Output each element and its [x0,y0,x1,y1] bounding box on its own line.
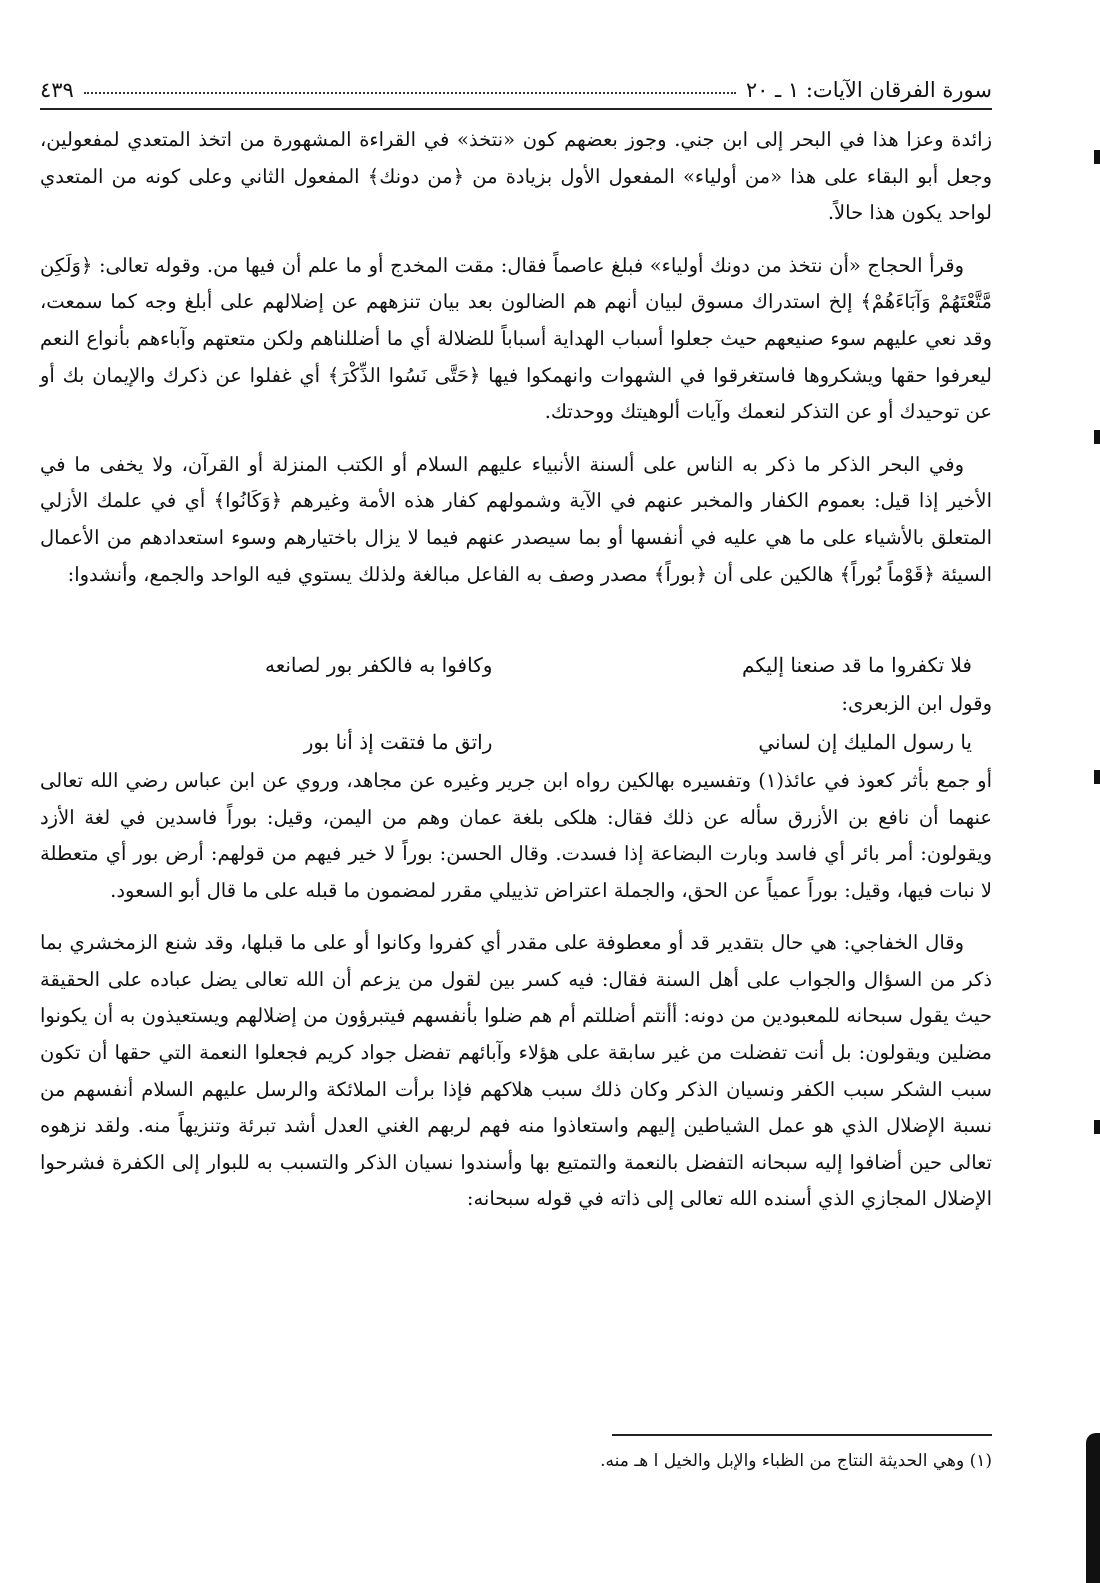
surah-title: سورة الفرقان الآيات: ١ ـ ٢٠ [745,78,992,102]
running-header [40,62,992,110]
page-body [40,122,992,1234]
verse-1-second-hemistich: وكافوا به فالكفر بور لصانعه [264,653,493,678]
poem-verse-2 [40,724,992,761]
header-leader-dots [84,92,736,94]
scan-margin-mark [1094,150,1100,164]
verse-2-first-hemistich: يا رسول المليك إن لساني [758,730,972,755]
verse-1-first-hemistich: فلا تكفروا ما قد صنعنا إليكم [742,653,972,678]
scan-margin-mark [1094,1120,1100,1134]
paragraph-1: زائدة وعزا هذا في البحر إلى ابن جني. وجوز بعضهم كون «نتخذ» في القراءة المشهورة من اتخذ المتعدي لمفعولين، وجعل أبو البقاء على هذا «من أولياء» المفعول الأول بزيادة من ﴿من دونك﴾ المفعول الثاني وعلى كونه من المتعدي لواحد يكون هذا حالاً. [40,128,992,225]
scan-margin-mark [1094,770,1100,784]
paragraph-4: أو جمع بأثر كعوذ في عائذ(١) وتفسيره بهالكين رواه ابن جرير وغيره عن مجاهد، وروي عن ابن عباس رضي الله تعالى عنهما أن نافع بن الأزرق سأله عن ذلك فقال: هلكى بلغة عمان وهم من اليمن، وقيل: بوراً فاسدين في لغة الأزد ويقولون: أمر بائر أي فاسد وبارت البضاعة إذا فسدت. وقال الحسن: بوراً لا خير فيهم من قولهم: أرض بور أي متعطلة لا نبات فيها، وقيل: بوراً عمياً عن الحق، والجملة اعتراض تذييلي مقرر لمضمون ما قبله على ما قال أبو السعود. [40,768,992,902]
verse-2-second-hemistich: راتق ما فتقت إذ أنا بور [303,730,493,755]
footnote-divider [612,1434,992,1436]
verse-2-intro: وقول ابن الزبعرى: [841,691,992,715]
paragraph-2: وقرأ الحجاج «أن نتخذ من دونك أولياء» فبلغ عاصماً فقال: مقت المخدج أو ما علم أن فيها من. وقوله تعالى: ﴿وَلَكِن مَّتَّعْتَهُمْ وَآبَاءَهُمْ﴾ إلخ استدراك مسوق لبيان أنهم هم الضالون بعد بيان تنزههم عن إضلالهم على أبلغ وجه كما سمعت، وقد نعي عليهم سوء صنيعهم حيث جعلوا أسباب الهداية أسباباً للضلالة أي ما أضللناهم ولكن متعتهم وآباءهم بأنواع النعم ليعرفوا حقها ويشكروها فاستغرقوا في الشهوات وانهمكوا فيها ﴿حَتَّى نَسُوا الذِّكْرَ﴾ أي غفلوا عن ذكرك والإيمان بك أو عن توحيدك أو عن التذكر لنعمك وآيات ألوهيتك ووحدتك. [40,253,992,424]
paragraph-5: وقال الخفاجي: هي حال بتقدير قد أو معطوفة على مقدر أي كفروا وكانوا أو على ما قبلها، وقد شنع الزمخشري بما ذكر من السؤال والجواب على أهل السنة فقال: فيه كسر بين لقول من يزعم أن الله تعالى يضل عباده على الحقيقة حيث يقول سبحانه للمعبودين من دونه: أأنتم أضللتم أم هم ضلوا بأنفسهم فيتبرؤون من إضلالهم ويستعيذون به أن يكونوا مضلين ويقولون: بل أنت تفضلت من غير سابقة على هؤلاء وآبائهم تفضل جواد كريم فجعلوا النعمة التي حقها أن تكون سبب الشكر سبب الكفر ونسيان الذكر وكان ذلك سبب هلاكهم فإذا برأت الملائكة والرسل عليهم السلام أنفسهم من نسبة الإضلال الذي هو عمل الشياطين إليهم واستعاذوا منه فهم لربهم الغني العدل أشد تبرئة وتنزيهاً منه. ولقد نزهوه تعالى حين أضافوا إليه سبحانه التفضل بالنعمة والتمتيع بها وأسندوا نسيان الذكر والتسبب به للبوار إلى الكفرة فشرحوا الإضلال المجازي الذي أسنده الله تعالى إلى ذاته في قوله سبحانه: [40,931,992,1211]
page-number: ٤٣٩ [40,78,74,102]
verse-spacer [40,609,992,645]
footnote: (١) وهي الحديثة النتاج من الظباء والإبل والخيل ا هـ منه. [600,1451,992,1471]
poem-verse-1 [40,647,992,684]
scan-margin-mark [1094,430,1100,444]
scan-corner-shadow [1086,1433,1100,1583]
paragraph-3: وفي البحر الذكر ما ذكر به الناس على ألسنة الأنبياء عليهم السلام أو الكتب المنزلة أو القرآن، ولا يخفى ما في الأخير إذا قيل: بعموم الكفار والمخبر عنهم في الآية وشمولهم كفار هذه الأمة وغيرهم ﴿وَكَانُوا﴾ أي في علمك الأزلي المتعلق بالأشياء على ما هي عليه في أنفسها أو بما سيصدر عنهم فيما لا يزال باختيارهم وسوء استعدادهم من الأعمال السيئة ﴿قَوْماً بُوراً﴾ هالكين على أن ﴿بوراً﴾ مصدر وصف به الفاعل مبالغة ولذلك يستوي فيه الواحد والجمع، وأنشدوا: [40,452,992,586]
